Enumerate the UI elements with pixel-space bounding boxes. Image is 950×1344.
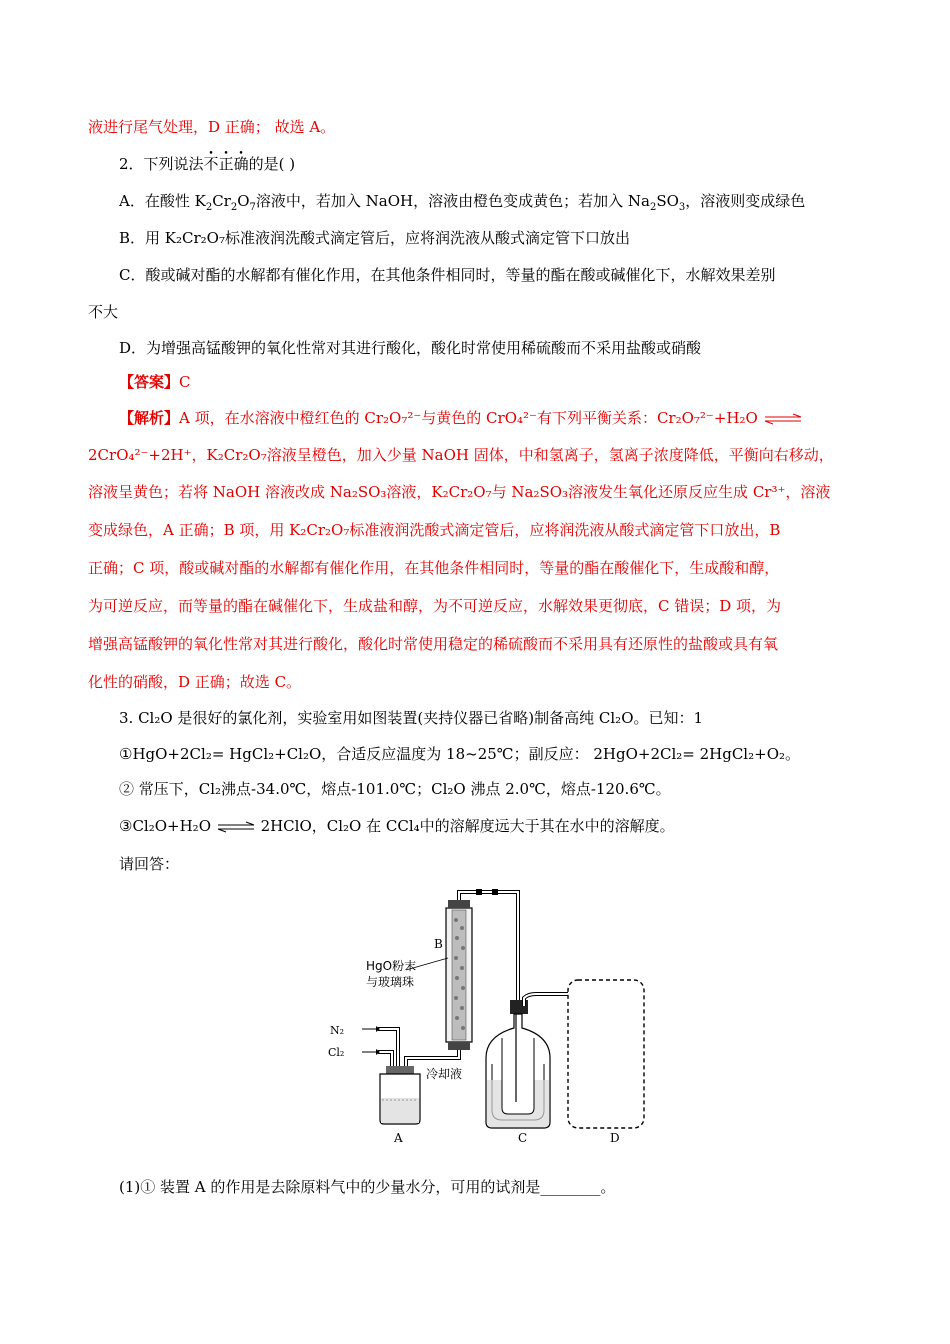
q2-title-pre: 2．下列说法: [119, 155, 204, 173]
answer-label: 【答案】: [119, 373, 180, 391]
label-d: D: [610, 1131, 620, 1145]
question-3-sub-1: (1)① 装置 A 的作用是去除原料气中的少量水分，可用的试剂是________。: [119, 1178, 616, 1196]
option-a-part: ，溶液则变成绿色: [685, 192, 806, 210]
analysis-line-4: 变成绿色，A 正确；B 项，用 K₂Cr₂O₇标准液润洗酸式滴定管后，应将润洗液从酸式滴定管下口放出，B: [88, 521, 781, 539]
equilibrium-arrow-icon: [216, 821, 256, 833]
question-3-info-1: ①HgO+2Cl₂= HgCl₂+Cl₂O，合适反应温度为 18~25℃；副反应： 2HgO+2Cl₂= 2HgCl₂+O₂。: [119, 745, 801, 763]
analysis-line-6: 为可逆反应，而等量的酯在碱催化下，生成盐和醇，为不可逆反应，水解效果更彻底，C 错误；D 项，为: [88, 597, 782, 615]
question-3-info-3: [119, 815, 675, 837]
emphasis-char-1: 不: [203, 155, 219, 173]
option-a-part: SO: [656, 192, 679, 210]
answer-value: C: [179, 373, 191, 391]
question-3-info-2: ② 常压下，Cl₂沸点-34.0℃，熔点-101.0℃；Cl₂O 沸点 2.0℃，熔点-120.6℃。: [119, 780, 671, 798]
answer: [119, 371, 191, 393]
option-a-part: Cr: [212, 192, 231, 210]
option-a: A．在酸性 $K_2Cr_2O_7$溶液中，若加入 NaOH，溶液由橙色变成黄色；若加入 $Na_2SO_3$，溶液则变成绿色: [119, 192, 806, 213]
analysis-line-3: 溶液呈黄色；若将 NaOH 溶液改成 Na₂SO₃溶液，K₂Cr₂O₇与 Na₂SO₃溶液发生氧化还原反应生成 Cr³⁺，溶液: [88, 483, 831, 501]
emphasis-char-2: 正: [218, 155, 234, 173]
question-2-title: [119, 153, 295, 175]
option-a-part: 溶液中，若加入 NaOH，溶液由橙色变成黄色；若加入 Na: [255, 192, 650, 210]
question-3-prompt: 请回答：: [119, 855, 180, 873]
option-a-part: O: [237, 192, 250, 210]
q2-title-post: 的是( ): [248, 155, 296, 173]
flask-c: [486, 1000, 550, 1128]
apparatus-diagram: [322, 888, 652, 1148]
label-n2: N₂: [330, 1024, 345, 1037]
info-3-part-1: ③Cl₂O+H₂O: [119, 817, 211, 835]
analysis-label: 【解析】: [119, 409, 180, 427]
column-b: [446, 900, 472, 1050]
label-a: A: [394, 1131, 403, 1145]
option-c-line1: C．酸或碱对酯的水解都有催化作用，在其他条件相同时，等量的酯在酸或碱催化下，水解效果差别: [119, 266, 776, 284]
apparatus-d-box: [568, 980, 644, 1128]
label-coolant: 冷却液: [426, 1067, 463, 1081]
option-a-part: A．在酸性 K: [119, 192, 206, 210]
analysis-text: A 项，在水溶液中橙红色的 Cr₂O₇²⁻与黄色的 CrO₄²⁻有下列平衡关系：Cr₂O₇²⁻+H₂O: [179, 409, 758, 427]
question-3-title: 3. Cl₂O 是很好的氯化剂，实验室用如图装置(夹持仪器已省略)制备高纯 Cl₂O。已知：1: [119, 709, 704, 727]
option-c-line2: 不大: [88, 303, 119, 321]
analysis-line-5: 正确；C 项，酸或碱对酯的水解都有催化作用，在其他条件相同时，等量的酯在酸催化下，生成酸和醇，: [88, 559, 780, 577]
analysis-line-8: 化性的硝酸，D 正确；故选 C。: [88, 673, 302, 691]
analysis-line-1: [119, 407, 803, 429]
analysis-continuation: 液进行尾气处理，D 正确； 故选 A。: [88, 118, 336, 136]
option-d: D．为增强高锰酸钾的氧化性常对其进行酸化，酸化时常使用稀硫酸而不采用盐酸或硝酸: [119, 339, 702, 357]
analysis-line-7: 增强高锰酸钾的氧化性常对其进行酸化，酸化时常使用稳定的稀硫酸而不采用具有还原性的盐酸或具有氧: [88, 635, 779, 653]
analysis-line-2: 2CrO₄²⁻+2H⁺，K₂Cr₂O₇溶液呈橙色，加入少量 NaOH 固体，中和氢离子，氢离子浓度降低，平衡向右移动，: [88, 446, 834, 464]
label-hgo-1: HgO粉末: [366, 959, 417, 973]
label-b: B: [434, 937, 443, 951]
info-3-part-2: 2HClO，Cl₂O 在 CCl₄中的溶解度远大于其在水中的溶解度。: [260, 817, 675, 835]
bottle-a: [380, 1066, 420, 1124]
label-hgo-2: 与玻璃珠: [366, 975, 415, 989]
label-c: C: [518, 1131, 528, 1145]
equilibrium-arrow-icon: [763, 413, 803, 425]
label-cl2: Cl₂: [328, 1046, 345, 1059]
emphasis-char-3: 确: [233, 155, 249, 173]
option-b: B．用 K₂Cr₂O₇标准液润洗酸式滴定管后，应将润洗液从酸式滴定管下口放出: [119, 229, 630, 247]
